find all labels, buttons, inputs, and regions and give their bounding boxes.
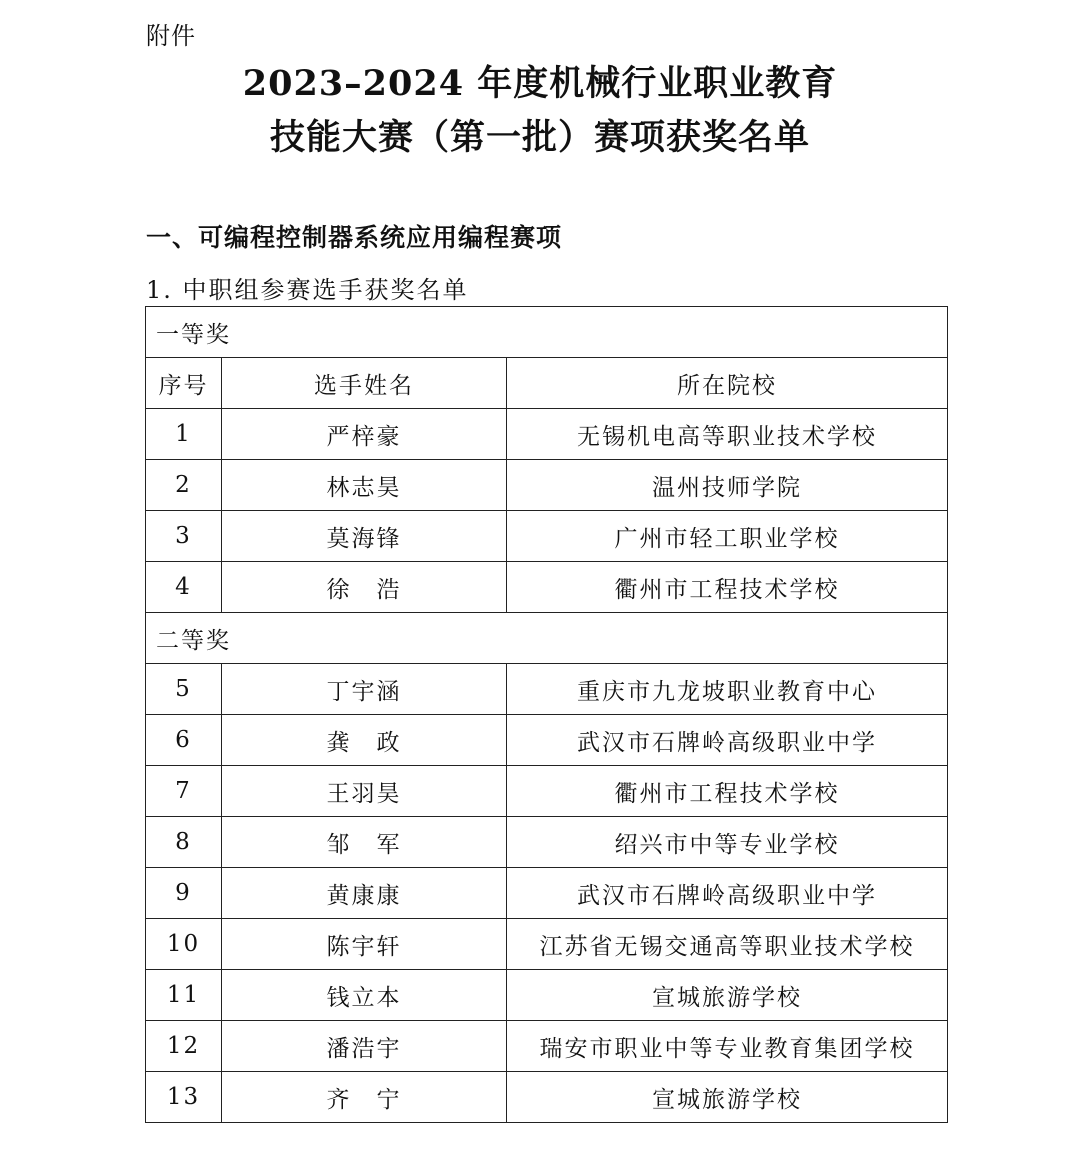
header-school: 所在院校 [507, 358, 948, 409]
row-name: 齐 宁 [222, 1072, 507, 1123]
row-no: 1 [146, 409, 222, 460]
row-school: 衢州市工程技术学校 [507, 766, 948, 817]
section-heading: 一、可编程控制器系统应用编程赛项 [146, 223, 563, 252]
row-name: 黄康康 [222, 868, 507, 919]
table-row [146, 1072, 948, 1123]
awards-table-body [146, 307, 948, 1123]
row-name: 钱立本 [222, 970, 507, 1021]
table-row [146, 868, 948, 919]
row-school: 衢州市工程技术学校 [507, 562, 948, 613]
table-row [146, 715, 948, 766]
row-school: 无锡机电高等职业技术学校 [507, 409, 948, 460]
row-no: 7 [146, 766, 222, 817]
table-row [146, 511, 948, 562]
row-no: 11 [146, 970, 222, 1021]
header-name: 选手姓名 [222, 358, 507, 409]
row-name: 徐 浩 [222, 562, 507, 613]
second-prize-row [146, 613, 948, 664]
awards-table [145, 306, 948, 1123]
table-row [146, 919, 948, 970]
row-name: 莫海锋 [222, 511, 507, 562]
table-row [146, 1021, 948, 1072]
table-row [146, 562, 948, 613]
row-school: 重庆市九龙坡职业教育中心 [507, 664, 948, 715]
table-row [146, 664, 948, 715]
header-row [146, 358, 948, 409]
row-school: 温州技师学院 [507, 460, 948, 511]
row-no: 9 [146, 868, 222, 919]
row-school: 广州市轻工职业学校 [507, 511, 948, 562]
row-name: 丁宇涵 [222, 664, 507, 715]
row-no: 8 [146, 817, 222, 868]
row-name: 林志昊 [222, 460, 507, 511]
document-title-line-1: 2023–2024 年度机械行业职业教育 [242, 63, 838, 104]
row-name: 陈宇轩 [222, 919, 507, 970]
row-school: 绍兴市中等专业学校 [507, 817, 948, 868]
table-row [146, 970, 948, 1021]
row-name: 王羽昊 [222, 766, 507, 817]
second-prize-label: 二等奖 [146, 613, 948, 664]
row-name: 邹 军 [222, 817, 507, 868]
row-no: 5 [146, 664, 222, 715]
row-no: 10 [146, 919, 222, 970]
row-no: 6 [146, 715, 222, 766]
row-school: 瑞安市职业中等专业教育集团学校 [507, 1021, 948, 1072]
table-row [146, 817, 948, 868]
row-no: 2 [146, 460, 222, 511]
sub-heading: 1. 中职组参赛选手获奖名单 [146, 276, 469, 304]
row-school: 宣城旅游学校 [507, 1072, 948, 1123]
row-school: 武汉市石牌岭高级职业中学 [507, 868, 948, 919]
row-school: 武汉市石牌岭高级职业中学 [507, 715, 948, 766]
row-school: 宣城旅游学校 [507, 970, 948, 1021]
row-no: 12 [146, 1021, 222, 1072]
attachment-label: 附件 [146, 22, 196, 50]
header-no: 序号 [146, 358, 222, 409]
table-row [146, 766, 948, 817]
first-prize-row [146, 307, 948, 358]
table-row [146, 409, 948, 460]
row-name: 潘浩宇 [222, 1021, 507, 1072]
row-no: 13 [146, 1072, 222, 1123]
first-prize-label: 一等奖 [146, 307, 948, 358]
row-no: 3 [146, 511, 222, 562]
row-name: 龚 政 [222, 715, 507, 766]
row-name: 严梓豪 [222, 409, 507, 460]
row-no: 4 [146, 562, 222, 613]
table-row [146, 460, 948, 511]
document-title-line-2: 技能大赛（第一批）赛项获奖名单 [269, 117, 810, 158]
row-school: 江苏省无锡交通高等职业技术学校 [507, 919, 948, 970]
